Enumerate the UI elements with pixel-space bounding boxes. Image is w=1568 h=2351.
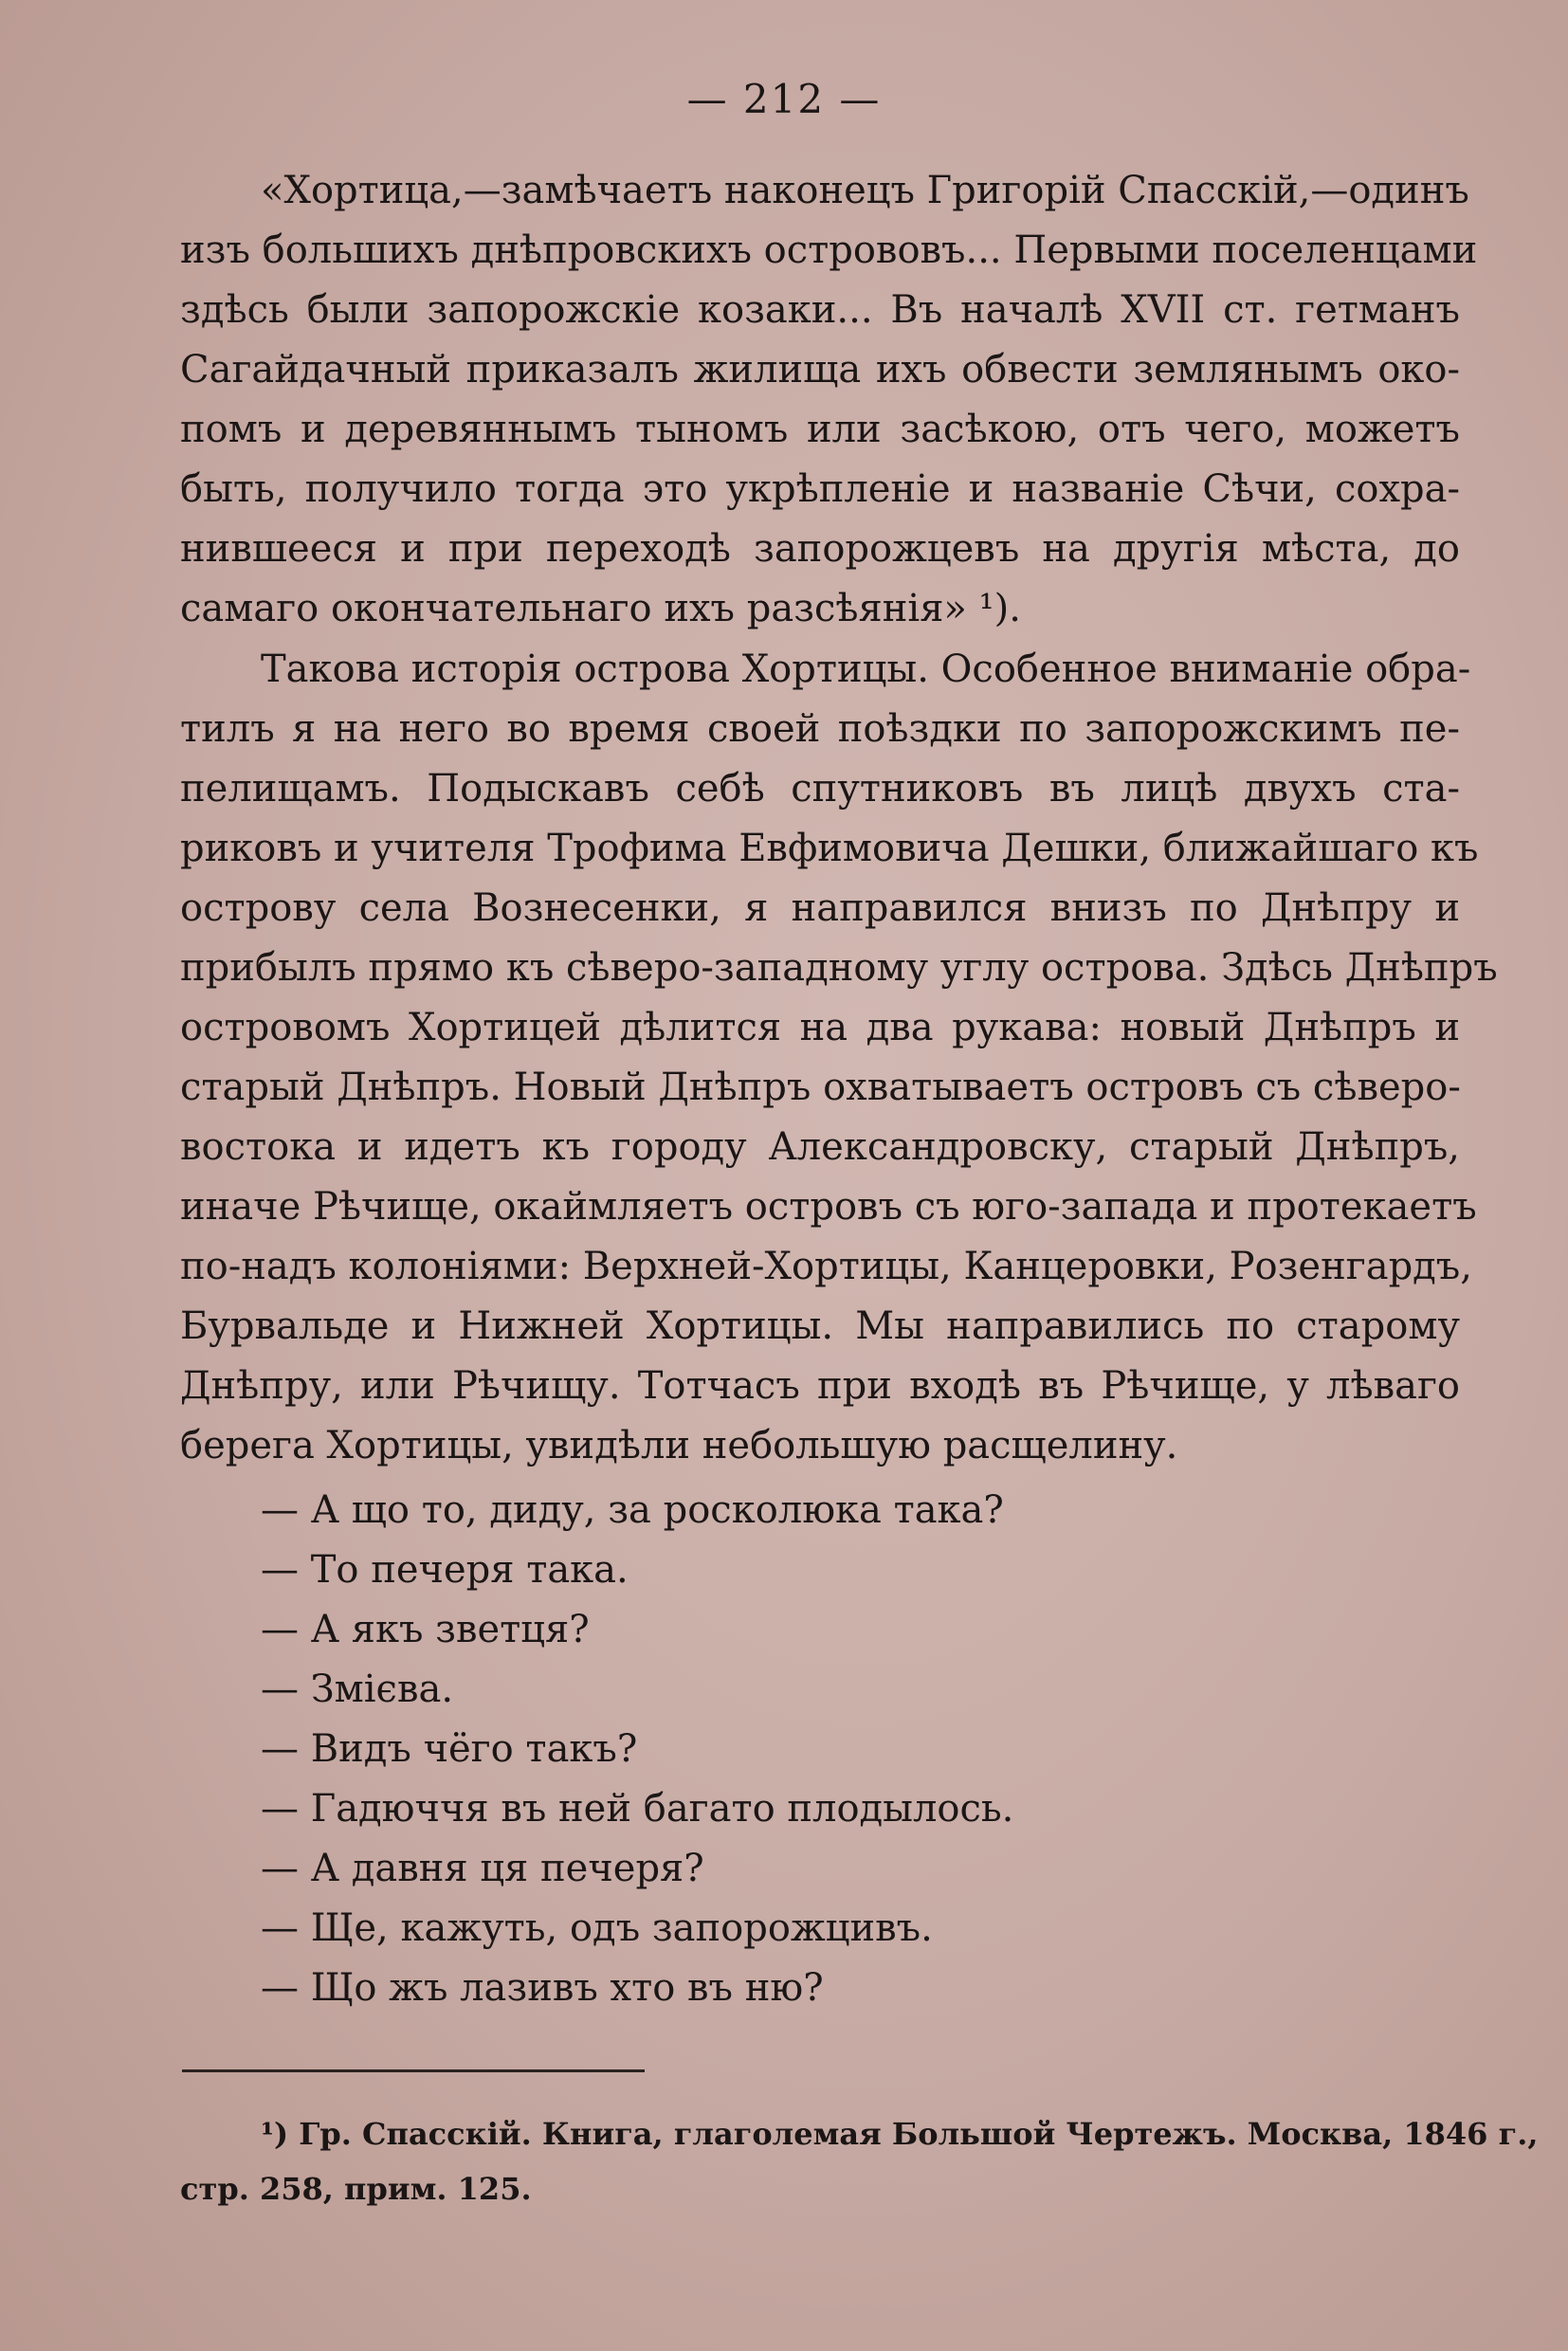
footnote-line: стр. 258, прим. 125.: [180, 2171, 532, 2207]
footnote-line: ¹) Гр. Спасскій. Книга, глаголемая Большой Чертежъ. Москва, 1846 г.,: [261, 2116, 1539, 2152]
dialogue-line: — Ще, кажуть, одъ запорожцивъ.: [261, 1906, 933, 1950]
dialogue-line: — То печеря така.: [261, 1548, 629, 1592]
text-line: нившееся и при переходѣ запорожцевъ на другія мѣста, до: [180, 527, 1460, 571]
dialogue-line: — Видъ чёго такъ?: [261, 1727, 638, 1771]
text-line: Бурвальде и Нижней Хортицы. Мы направились по старому: [180, 1304, 1460, 1348]
text-line: пелищамъ. Подыскавъ себѣ спутниковъ въ лицѣ двухъ ста-: [180, 767, 1460, 811]
dialogue-line: — А що то, диду, за росколюка така?: [261, 1488, 1004, 1532]
text-line: Такова исторія острова Хортицы. Особенное вниманіе обра-: [261, 647, 1471, 691]
footnote-divider: [182, 2069, 645, 2072]
dialogue-line: — Змієва.: [261, 1668, 454, 1711]
text-line: востока и идетъ къ городу Александровску, старый Днѣпръ,: [180, 1125, 1460, 1169]
dialogue-line: — Що жъ лазивъ хто въ ню?: [261, 1966, 824, 2010]
text-line: старый Днѣпръ. Новый Днѣпръ охватываетъ островъ съ сѣверо-: [180, 1066, 1461, 1109]
paragraph-narrative: [180, 640, 1498, 1476]
page-number: — 212 —: [686, 76, 882, 122]
dialogue-block: [180, 1481, 1460, 2018]
text-line: иначе Рѣчище, окаймляетъ островъ съ юго-запада и протекаетъ: [180, 1185, 1477, 1229]
text-line: помъ и деревяннымъ тыномъ или засѣкою, отъ чего, можетъ: [180, 408, 1460, 451]
text-line: Днѣпру, или Рѣчищу. Тотчасъ при входѣ въ Рѣчище, у лѣваго: [180, 1364, 1460, 1408]
text-line: самаго окончательнаго ихъ разсѣянія» ¹).: [180, 587, 1021, 630]
text-line: риковъ и учителя Трофима Евфимовича Дешки, ближайшаго къ: [180, 827, 1479, 870]
text-line: здѣсь были запорожскіе козаки... Въ началѣ XVII ст. гетманъ: [180, 288, 1460, 332]
text-line: «Хортица,—замѣчаетъ наконецъ Григорій Спасскій,—одинъ: [261, 169, 1469, 212]
text-line: острову села Вознесенки, я направился внизъ по Днѣпру и: [180, 886, 1460, 930]
text-line: тилъ я на него во время своей поѣздки по запорожскимъ пе-: [180, 707, 1460, 751]
text-line: быть, получило тогда это укрѣпленіе и названіе Сѣчи, сохра-: [180, 467, 1460, 511]
text-line: островомъ Хортицей дѣлится на два рукава: новый Днѣпръ и: [180, 1006, 1460, 1049]
text-line: прибылъ прямо къ сѣверо-западному углу острова. Здѣсь Днѣпръ: [180, 946, 1498, 990]
text-line: берега Хортицы, увидѣли небольшую расщелину.: [180, 1424, 1178, 1467]
dialogue-line: — А давня ця печеря?: [261, 1847, 704, 1890]
dialogue-line: — Гадюччя въ ней багато плодылось.: [261, 1787, 1014, 1831]
dialogue-line: — А якъ зветця?: [261, 1608, 590, 1651]
text-line: изъ большихъ днѣпровскихъ острововъ... Первыми поселенцами: [180, 228, 1478, 272]
text-line: по-надъ колоніями: Верхней-Хортицы, Канцеровки, Розенгардъ,: [180, 1245, 1472, 1288]
text-line: Сагайдачный приказалъ жилища ихъ обвести землянымъ око-: [180, 348, 1460, 392]
paragraph-quote: [180, 161, 1478, 639]
footnote: [180, 2106, 1539, 2216]
